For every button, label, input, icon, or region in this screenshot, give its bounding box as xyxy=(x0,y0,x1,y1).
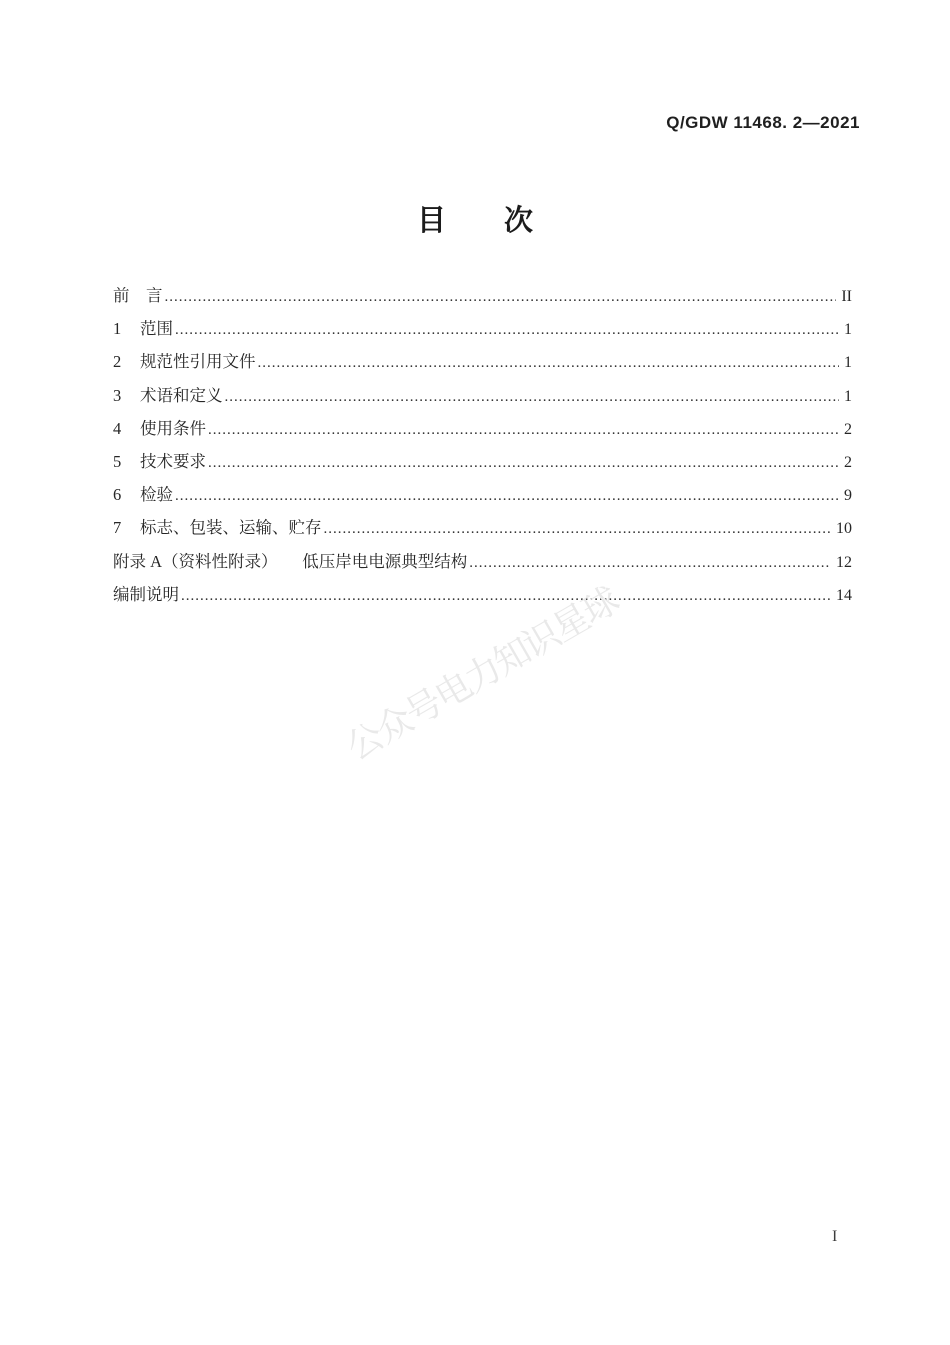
toc-entry-page: 9 xyxy=(844,487,852,505)
toc-entry-label: 编制说明 xyxy=(113,584,179,604)
toc-entry-label: 标志、包装、运输、贮存 xyxy=(140,518,322,538)
toc-entry xyxy=(113,380,852,413)
toc-leader-dots xyxy=(175,313,839,346)
toc-entry-page: 1 xyxy=(844,321,852,339)
toc-entry-number: 7 xyxy=(113,518,122,538)
toc-entry xyxy=(113,479,852,512)
toc-leader-dots xyxy=(175,479,839,512)
toc-entry-number: 4 xyxy=(113,418,122,438)
toc-entry xyxy=(113,579,852,612)
toc-entry-page: 1 xyxy=(844,387,852,405)
toc-leader-dots xyxy=(469,546,831,579)
page-number: I xyxy=(832,1228,838,1245)
toc-entry-label: 使用条件 xyxy=(140,418,206,438)
toc-leader-dots xyxy=(258,346,840,379)
toc-entry xyxy=(113,546,852,579)
toc-entry-label: 范围 xyxy=(140,319,173,339)
toc-entry-number: 6 xyxy=(113,485,122,505)
toc-leader-dots xyxy=(208,446,839,479)
doc-code: Q/GDW 11468. 2—2021 xyxy=(666,113,860,132)
toc-entry-page: 12 xyxy=(836,553,852,571)
toc-entry-label: 附录 A（资料性附录） 低压岸电电源典型结构 xyxy=(113,551,468,571)
toc-leader-dots xyxy=(225,380,840,413)
toc-entry-page: II xyxy=(841,288,852,305)
toc-entry-page: 14 xyxy=(836,586,852,604)
toc-entry-label: 前 言 xyxy=(113,286,163,305)
toc-entry-page: 2 xyxy=(844,454,852,472)
toc-entry xyxy=(113,313,852,346)
toc-entry xyxy=(113,446,852,479)
toc-entry-page: 2 xyxy=(844,420,852,438)
table-of-contents xyxy=(113,280,852,612)
toc-entry-label: 技术要求 xyxy=(140,452,206,472)
toc-leader-dots xyxy=(208,413,839,446)
toc-leader-dots xyxy=(324,512,832,545)
page-title: 目 次 xyxy=(416,205,533,237)
toc-entry-number: 2 xyxy=(113,352,122,372)
toc-entry-page: 10 xyxy=(836,520,852,538)
toc-entry-number: 5 xyxy=(113,452,122,472)
watermark: 公众号电力知识星球 xyxy=(339,579,625,768)
toc-leader-dots xyxy=(165,280,837,313)
toc-entry-number: 3 xyxy=(113,385,122,405)
toc-entry xyxy=(113,413,852,446)
toc-entry-label: 检验 xyxy=(140,485,173,505)
toc-entry xyxy=(113,512,852,545)
toc-entry-label: 术语和定义 xyxy=(140,385,223,405)
toc-entry xyxy=(113,280,852,313)
toc-entry xyxy=(113,346,852,379)
toc-entry-page: 1 xyxy=(844,354,852,372)
toc-leader-dots xyxy=(181,579,831,612)
toc-entry-number: 1 xyxy=(113,319,122,339)
toc-entry-label: 规范性引用文件 xyxy=(140,352,256,372)
